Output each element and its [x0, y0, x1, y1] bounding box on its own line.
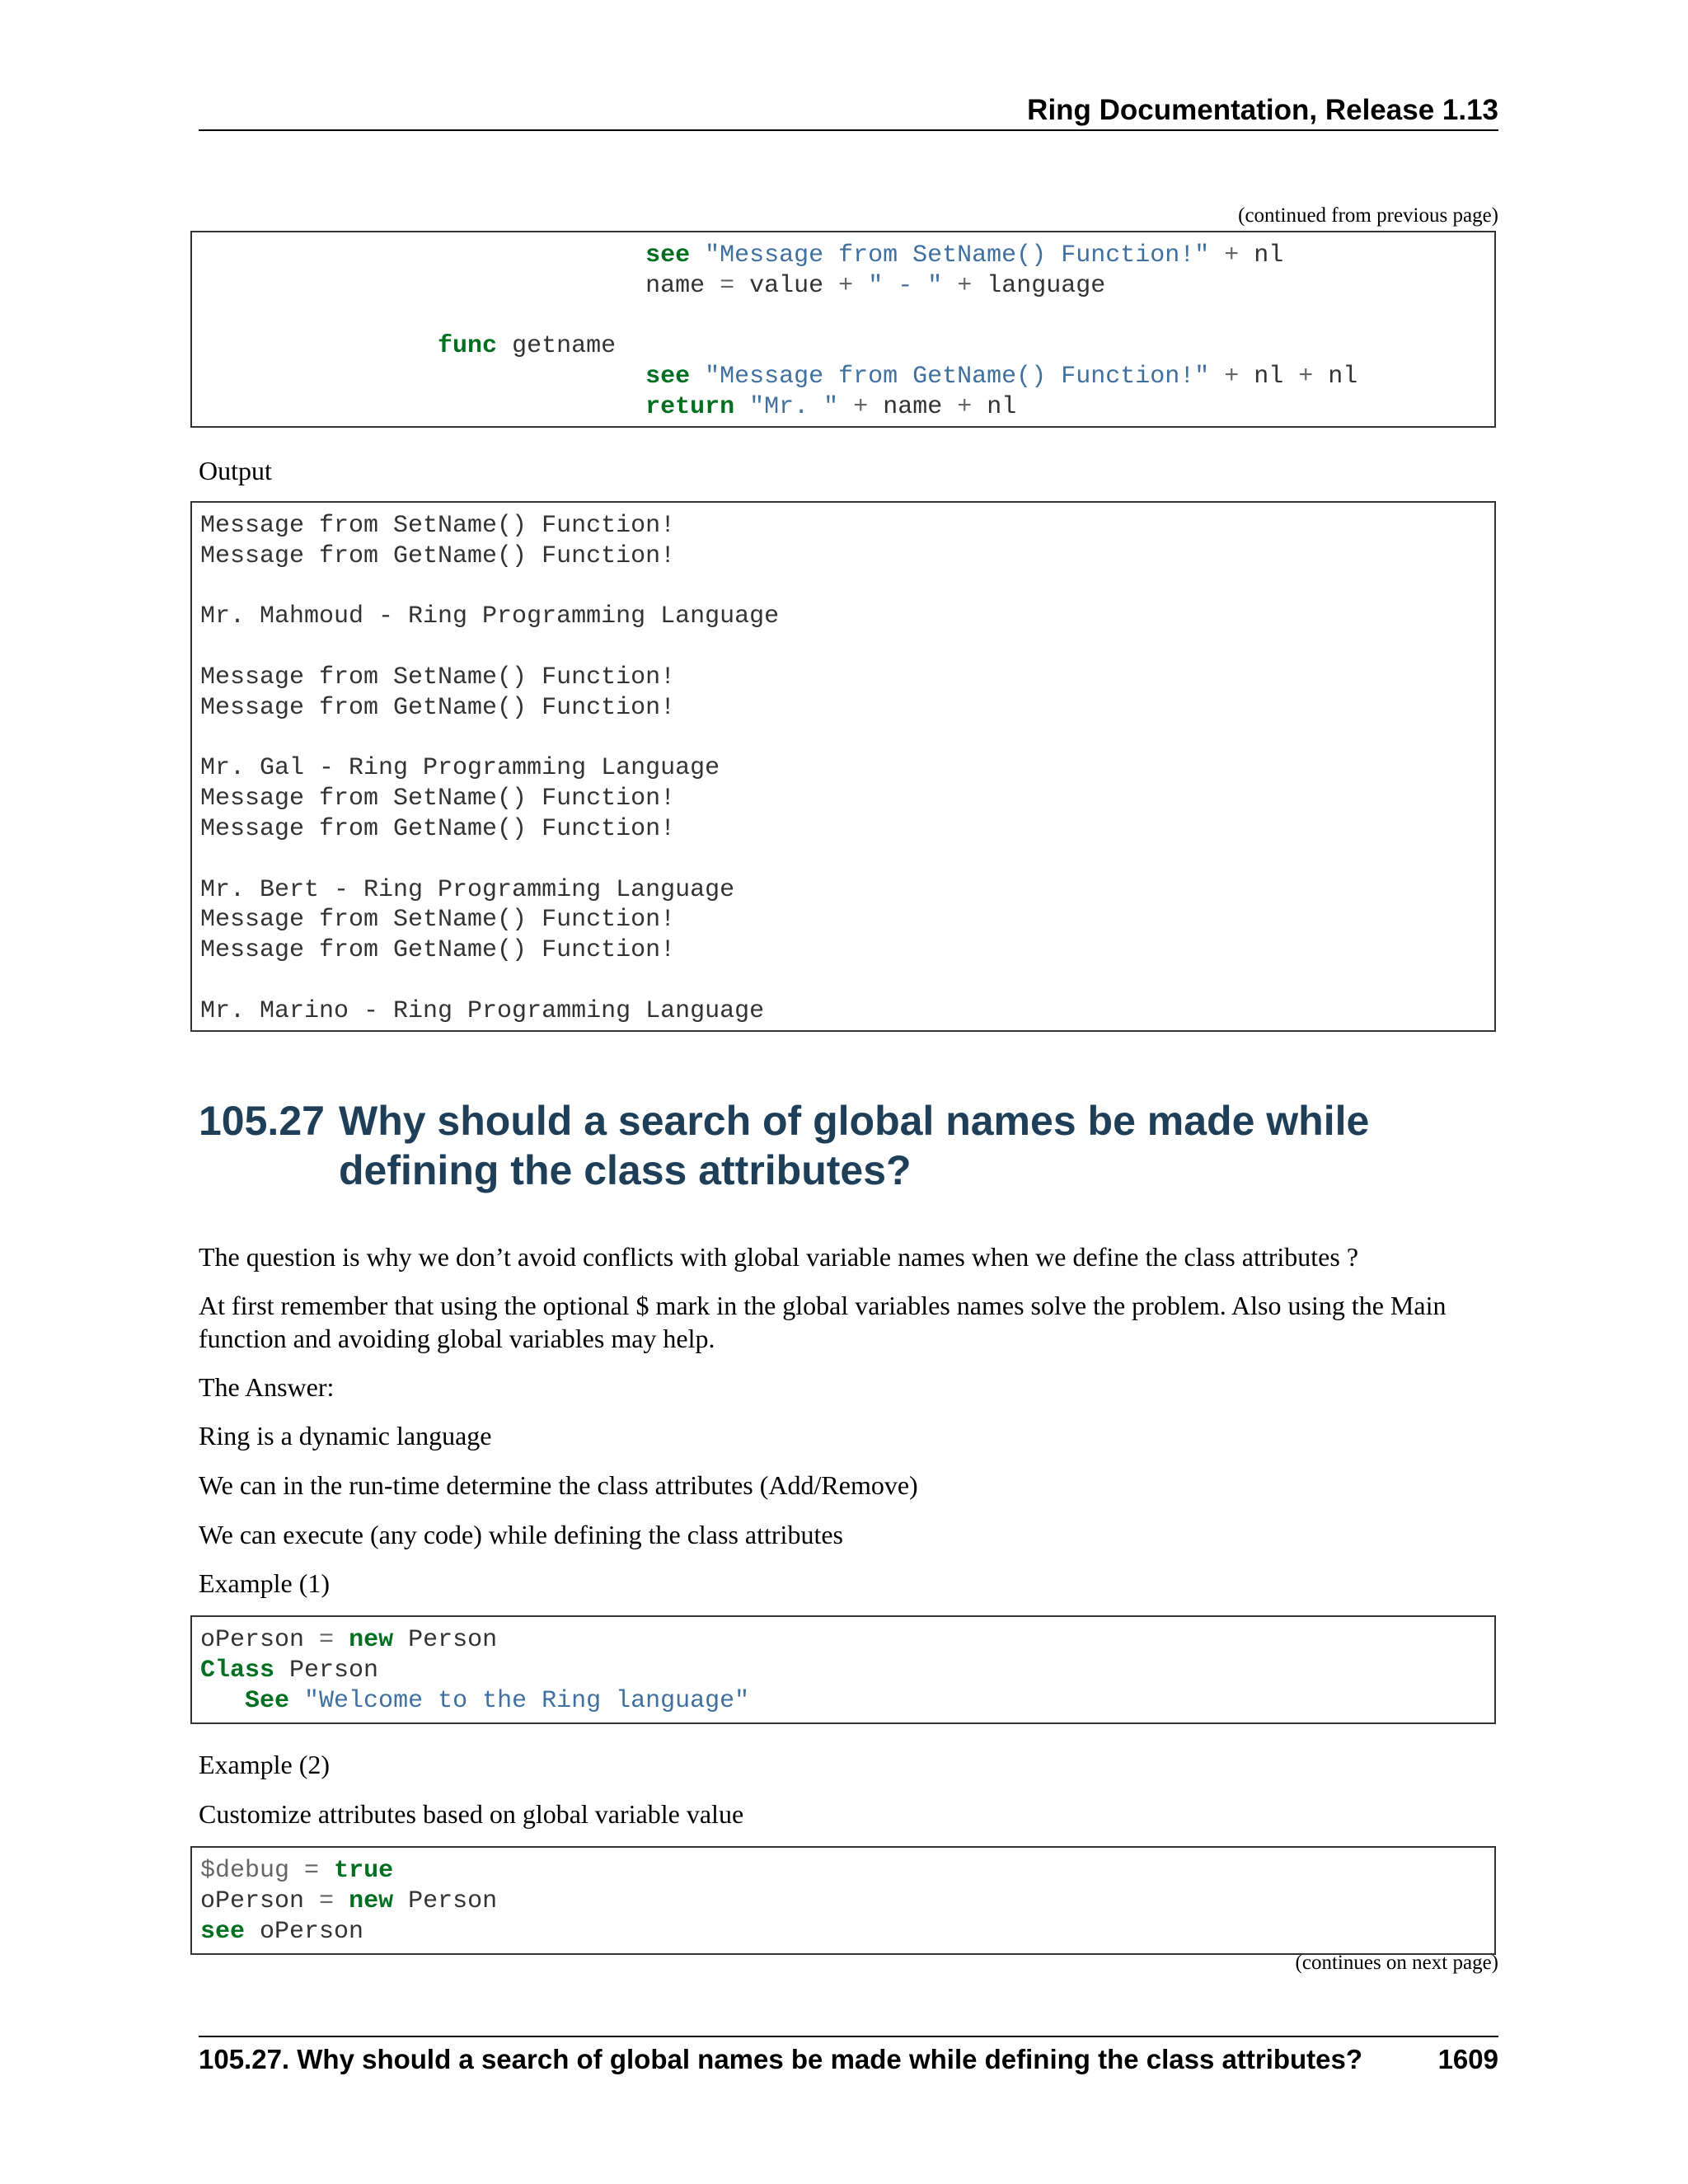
paragraph: We can execute (any code) while defining the class attributes: [199, 1520, 843, 1549]
example-1-label: Example (1): [199, 1568, 331, 1598]
paragraph: At first remember that using the optional $ mark in the global variables names solve the problem. Also using the Main function and avoiding global variables may help.: [199, 1291, 1447, 1353]
section-heading: [199, 1096, 1498, 1195]
code-block-example-1: [190, 1615, 1496, 1724]
paragraph: Ring is a dynamic language: [199, 1421, 492, 1451]
header-rule: [199, 129, 1498, 131]
paragraph: We can in the run-time determine the class attributes (Add/Remove): [199, 1470, 918, 1500]
running-footer: [199, 2041, 1498, 2078]
code-text: oPerson = new Person Class Person See "Welcome to the Ring language": [200, 1626, 750, 1715]
paragraph: Customize attributes based on global variable value: [199, 1799, 744, 1829]
code-block-setname-getname: [190, 231, 1496, 428]
running-header: Ring Documentation, Release 1.13: [1027, 94, 1498, 126]
section-title: Why should a search of global names be made while defining the class attributes?: [339, 1098, 1370, 1193]
output-text: Message from SetName() Function! Message from GetName() Function! Mr. Mahmoud - Ring Programming Language Message from SetName() Function! Message from GetName() Function! Mr. Gal - Ring Programming Language Message from SetName() Function! Message from GetName() Function! Mr. Bert - Ring Programming Language Message from SetName() Function! Message from GetName() Function! Mr. Marino - Ring Programming Language: [200, 512, 780, 1025]
example-2-label: Example (2): [199, 1750, 331, 1779]
page-number: 1609: [1437, 2044, 1498, 2074]
footer-section: 105.27. Why should a search of global names be made while defining the class attributes?: [199, 2044, 1363, 2074]
footer-rule: [199, 2036, 1498, 2037]
code-text: see "Message from SetName() Function!" + nl name = value + " - " + language func getname see "Message from GetName() Function!" + nl + nl return "Mr. " + name + nl: [438, 241, 1358, 421]
output-block: [190, 501, 1496, 1032]
document-page: [199, 0, 1498, 2184]
paragraph: The Answer:: [199, 1372, 335, 1402]
section-number: 105.27: [199, 1098, 325, 1144]
code-text: $debug = true oPerson = new Person see oPerson: [200, 1857, 498, 1946]
output-label: Output: [199, 456, 272, 485]
code-block-example-2: [190, 1846, 1496, 1955]
continues-on-note: (continues on next page): [1295, 1952, 1498, 1974]
paragraph: The question is why we don’t avoid conflicts with global variable names when we define the class attributes ?: [199, 1242, 1359, 1272]
continued-from-note: (continued from previous page): [1238, 204, 1498, 227]
